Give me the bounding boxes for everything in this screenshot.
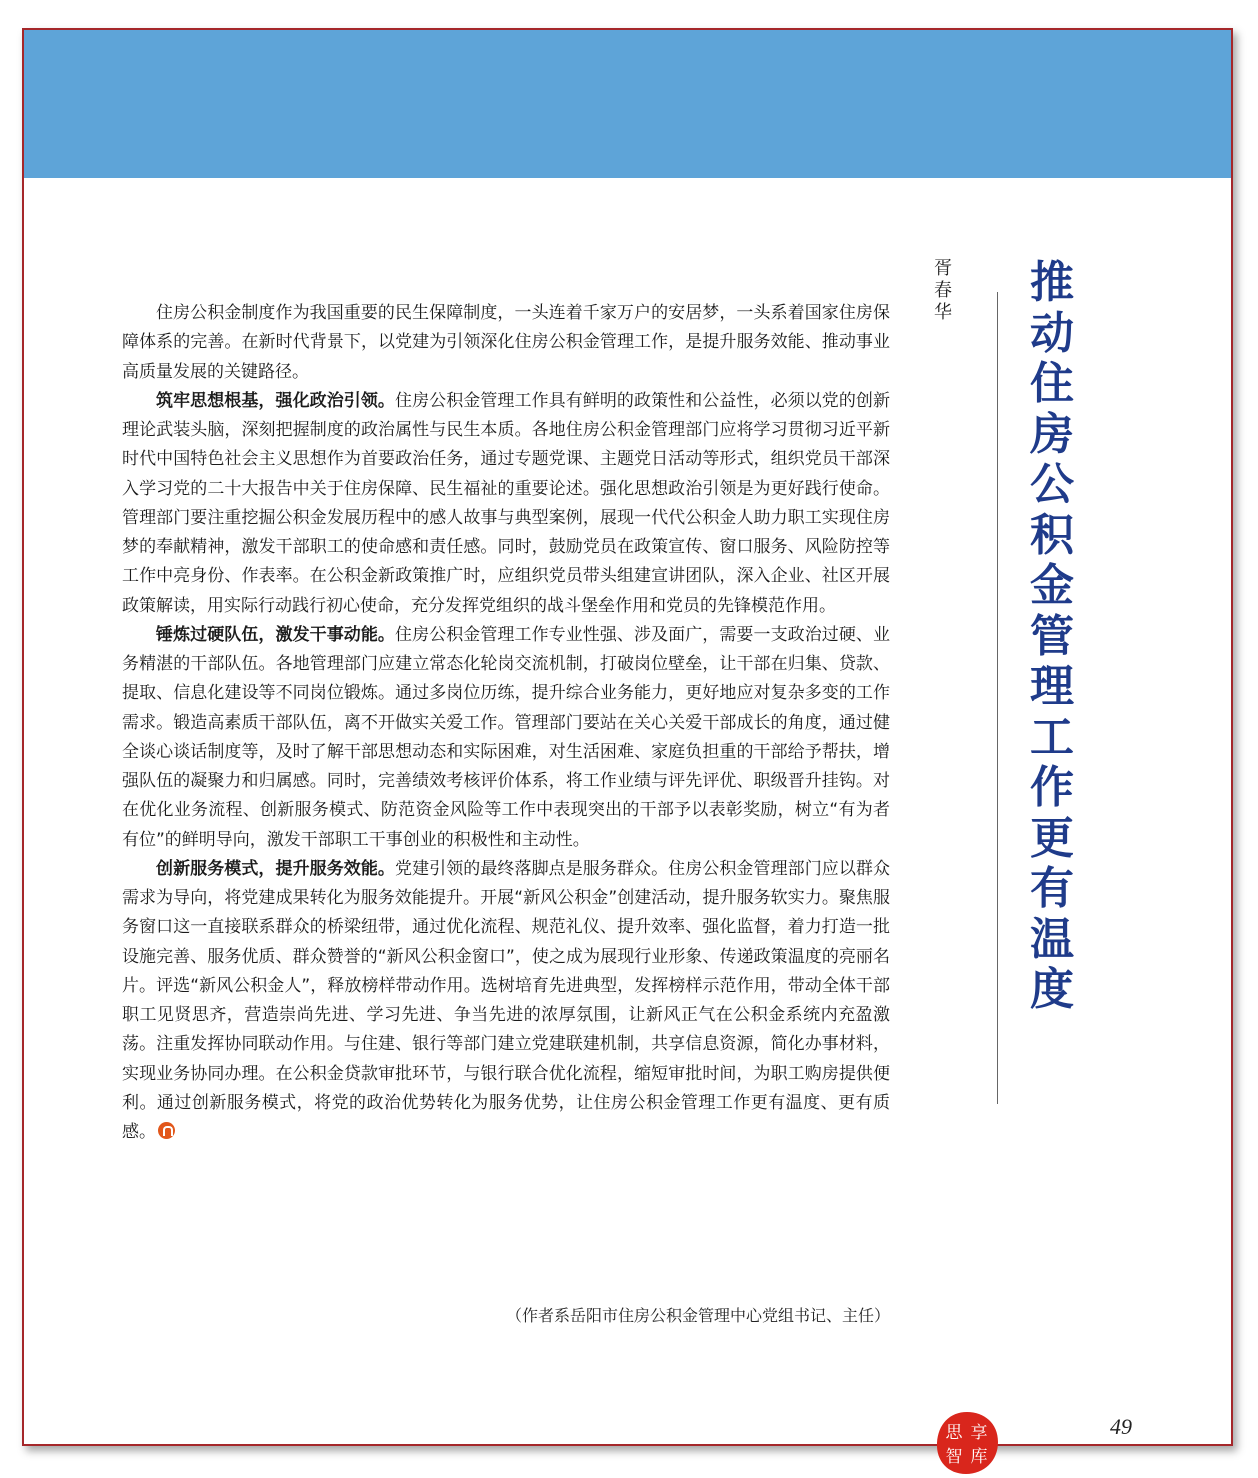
paragraph-text: 住房公积金管理工作具有鲜明的政策性和公益性，必须以党的创新理论武装头脑，深刻把握制度的政治属性与民生本质。各地住房公积金管理部门应将学习贯彻习近平新时代中国特色社会主义思想作为首要政治任务，通过专题党课、主题党日活动等形式，组织党员干部深入学习党的二十大报告中关于住房保障、民生福祉的重要论述。强化思想政治引领是为更好践行使命。管理部门要注重挖掘公积金发展历程中的感人故事与典型案例，展现一代代公积金人助力职工实现住房梦的奉献精神，激发干部职工的使命感和责任感。同时，鼓励党员在政策宣传、窗口服务、风险防控等工作中亮身份、作表率。在公积金新政策推广时，应组织党员带头组建宣讲团队，深入企业、社区开展政策解读，用实际行动践行初心使命，充分发挥党组织的战斗堡垒作用和党员的先锋模范作用。 [122,390,890,616]
paragraph-lead: 筑牢思想根基，强化政治引领。 [156,390,395,411]
magazine-page [22,28,1233,1467]
svg-text:智: 智 [945,1447,963,1467]
paragraph-lead: 创新服务模式，提升服务效能。 [156,858,395,879]
title-char: 推 [1030,257,1074,308]
header-banner [24,30,1231,178]
svg-text:思: 思 [945,1423,963,1443]
svg-text:库: 库 [970,1447,988,1467]
title-char: 工 [1030,711,1074,763]
title-char: 作 [1030,762,1074,813]
title-char: 温 [1030,913,1074,965]
seal-stamp-icon [932,1408,1002,1478]
paragraph [122,299,890,387]
author-char: 胥 [934,258,952,279]
article-body [122,299,890,1147]
paragraph [122,855,890,1148]
author-char: 春 [934,280,952,301]
title-char: 度 [1030,964,1074,1015]
page-number: 49 [1110,1414,1132,1439]
end-mark-icon [158,1122,175,1139]
title-char: 住 [1030,358,1074,409]
paragraph-text: 党建引领的最终落脚点是服务群众。住房公积金管理部门应以群众需求为导向，将党建成果转化为服务效能提升。开展“新风公积金”创建活动，提升服务软实力。聚焦服务窗口这一直接联系群众的桥梁纽带，通过优化流程、规范礼仪、提升效率、强化监督，着力打造一批设施完善、服务优质、群众赞誉的“新风公积金窗口”，使之成为展现行业形象、传递政策温度的亮丽名片。评选“新风公积金人”，释放榜样带动作用。选树培育先进典型，发挥榜样示范作用，带动全体干部职工见贤思齐，营造崇尚先进、学习先进、争当先进的浓厚氛围，让新风正气在公积金系统内充盈激荡。注重发挥协同联动作用。与住建、银行等部门建立党建联建机制，共享信息资源，简化办事材料，实现业务协同办理。在公积金贷款审批环节，与银行联合优化流程，缩短审批时间，为职工购房提供便利。通过创新服务模式，将党的政治优势转化为服务优势，让住房公积金管理工作更有温度、更有质感。 [122,858,890,1142]
article-title [1022,258,1082,1016]
title-char: 更 [1030,812,1074,864]
author-note: （作者系岳阳市住房公积金管理中心党组书记、主任） [505,1306,890,1325]
paragraph-lead: 锤炼过硬队伍，激发干事动能。 [156,624,395,645]
paragraph-text: 住房公积金管理工作专业性强、涉及面广，需要一支政治过硬、业务精湛的干部队伍。各地管理部门应建立常态化轮岗交流机制，打破岗位壁垒，让干部在归集、贷款、提取、信息化建设等不同岗位锻炼。通过多岗位历练，提升综合业务能力，更好地应对复杂多变的工作需求。锻造高素质干部队伍，离不开做实关爱工作。管理部门要站在关心关爱干部成长的角度，通过健全谈心谈话制度等，及时了解干部思想动态和实际困难，对生活困难、家庭负担重的干部给予帮扶，增强队伍的凝聚力和归属感。同时，完善绩效考核评价体系，将工作业绩与评先评优、职级晋升挂钩。对在优化业务流程、创新服务模式、防范资金风险等工作中表现突出的干部予以表彰奖励，树立“有为者有位”的鲜明导向，激发干部职工干事创业的积极性和主动性。 [122,624,890,850]
title-char: 房 [1030,408,1074,460]
title-char: 有 [1030,863,1074,914]
paragraph [122,621,890,855]
title-char: 积 [1030,509,1074,561]
svg-text:享: 享 [970,1423,988,1443]
author-name [928,258,958,324]
title-char: 公 [1030,459,1074,510]
paragraph-text: 住房公积金制度作为我国重要的民生保障制度，一头连着千家万户的安居梦，一头系着国家住房保障体系的完善。在新时代背景下，以党建为引领深化住房公积金管理工作，是提升服务效能、推动事业高质量发展的关键路径。 [122,303,890,382]
title-divider [997,292,998,1104]
paragraph [122,387,890,621]
title-char: 理 [1030,661,1074,712]
title-char: 动 [1030,307,1074,359]
title-char: 金 [1030,560,1074,611]
author-char: 华 [934,302,952,323]
title-char: 管 [1030,610,1074,662]
